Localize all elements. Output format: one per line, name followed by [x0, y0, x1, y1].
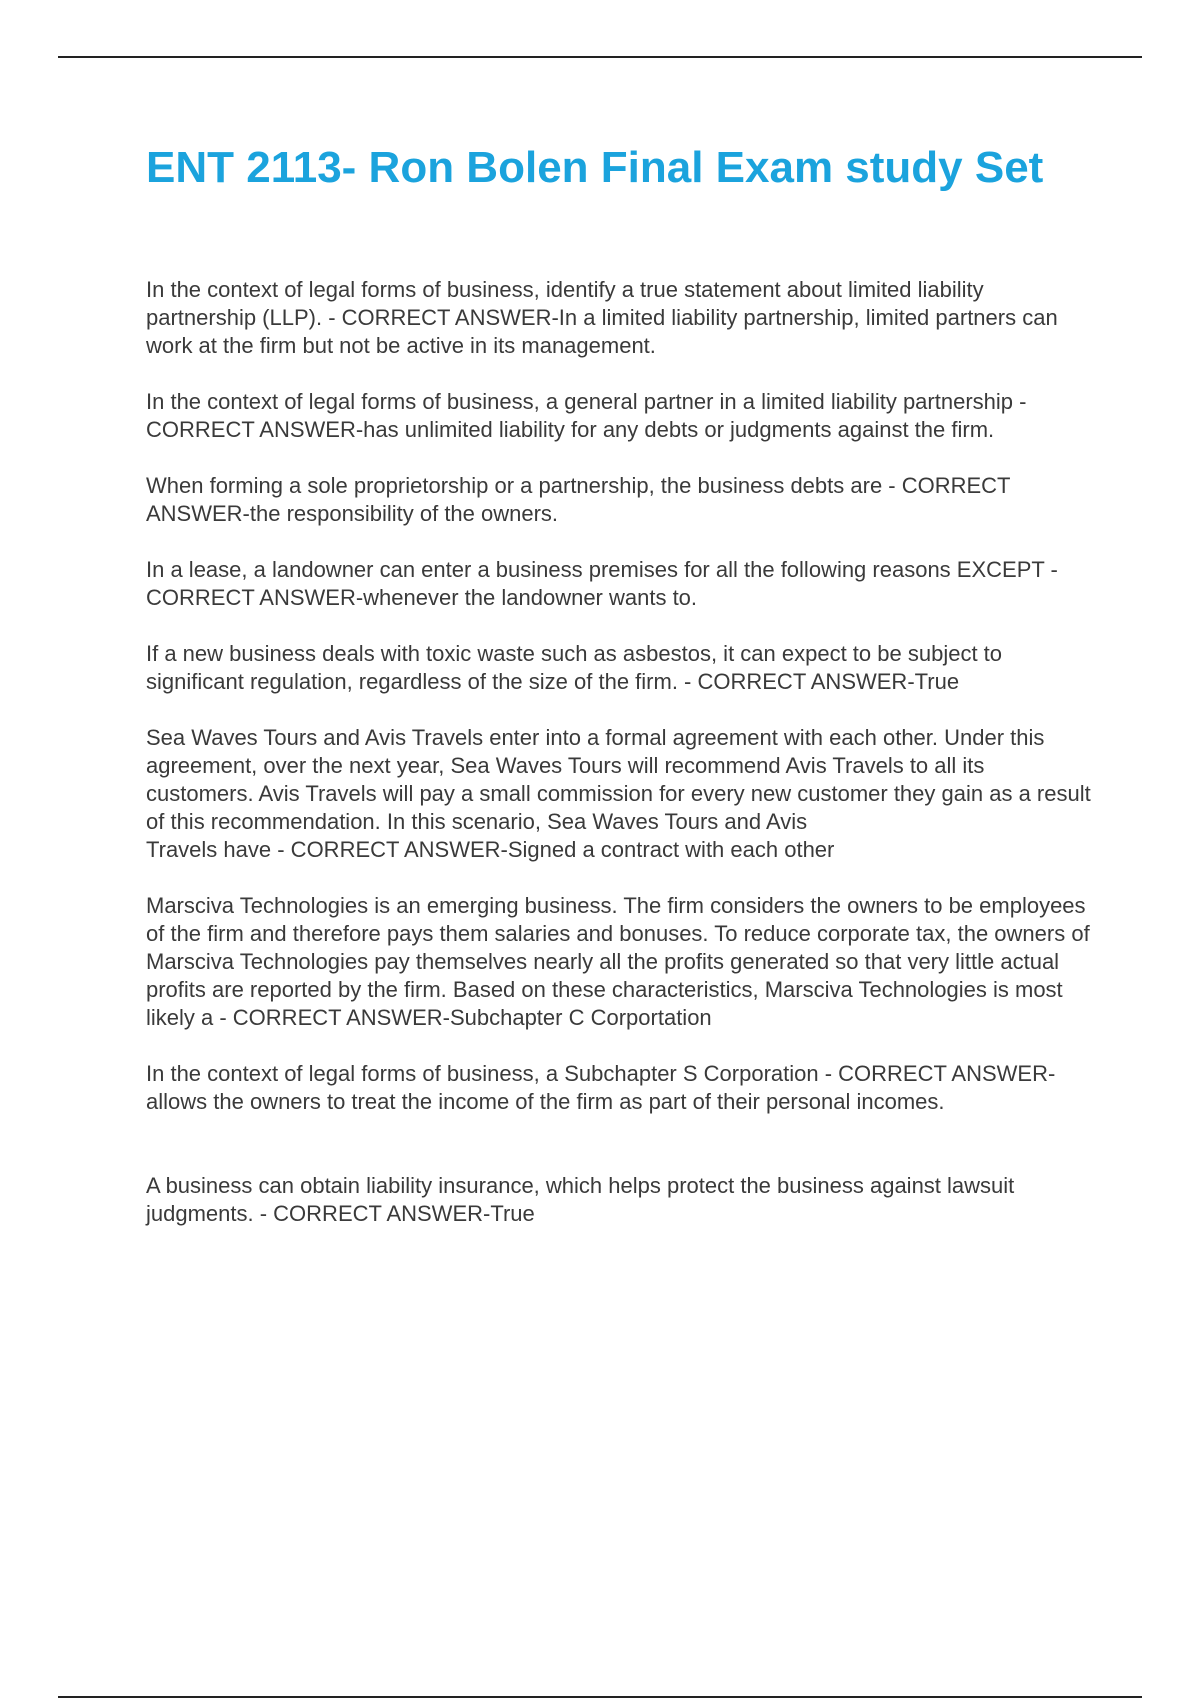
qa-entry-9: A business can obtain liability insurance, which helps protect the business against lawsuit judgments. - CORRECT ANSWER-True: [146, 1173, 1015, 1226]
qa-entry-8: In the context of legal forms of business, a Subchapter S Corporation - CORRECT ANSWER-allows the owners to treat the income of the firm as part of their personal incomes.: [146, 1061, 1056, 1114]
qa-entry-7: Marsciva Technologies is an emerging business. The firm considers the owners to be employees of the firm and therefore pays them salaries and bonuses. To reduce corporate tax, the owners of Marsciva Technologies pay themselves nearly all the profits generated so that very little actual profits are reported by the firm. Based on these characteristics, Marsciva Technologies is most likely a - CORRECT ANSWER-Subchapter C Corportation: [146, 893, 1090, 1030]
document-title: ENT 2113- Ron Bolen Final Exam study Set: [146, 143, 1044, 192]
top-rule: [58, 56, 1142, 58]
qa-entry-5: If a new business deals with toxic waste such as asbestos, it can expect to be subject to significant regulation, regardless of the size of the firm. - CORRECT ANSWER-True: [146, 641, 1003, 694]
document-body: [146, 140, 1096, 1256]
bottom-rule: [58, 1696, 1142, 1698]
qa-entry-2: In the context of legal forms of business, a general partner in a limited liability partnership - CORRECT ANSWER-has unlimited liability for any debts or judgments against the firm.: [146, 389, 1027, 442]
qa-list: [146, 276, 1096, 1228]
qa-entry-6: Sea Waves Tours and Avis Travels enter into a formal agreement with each other. Under this agreement, over the next year, Sea Waves Tours will recommend Avis Travels to all its customers. Avis Travels will pay a small commission for every new customer they gain as a result of this recommendation. In this scenario, Sea Waves Tours and Avis Travels have - CORRECT ANSWER-Signed a contract with each other: [146, 725, 1091, 862]
qa-entry-4: In a lease, a landowner can enter a business premises for all the following reasons EXCEPT - CORRECT ANSWER-whenever the landowner wants to.: [146, 557, 1058, 610]
qa-entry-3: When forming a sole proprietorship or a partnership, the business debts are - CORRECT ANSWER-the responsibility of the owners.: [146, 473, 1011, 526]
qa-entry-1: In the context of legal forms of business, identify a true statement about limited liability partnership (LLP). - CORRECT ANSWER-In a limited liability partnership, limited partners can work at the firm but not be active in its management.: [146, 277, 1058, 358]
